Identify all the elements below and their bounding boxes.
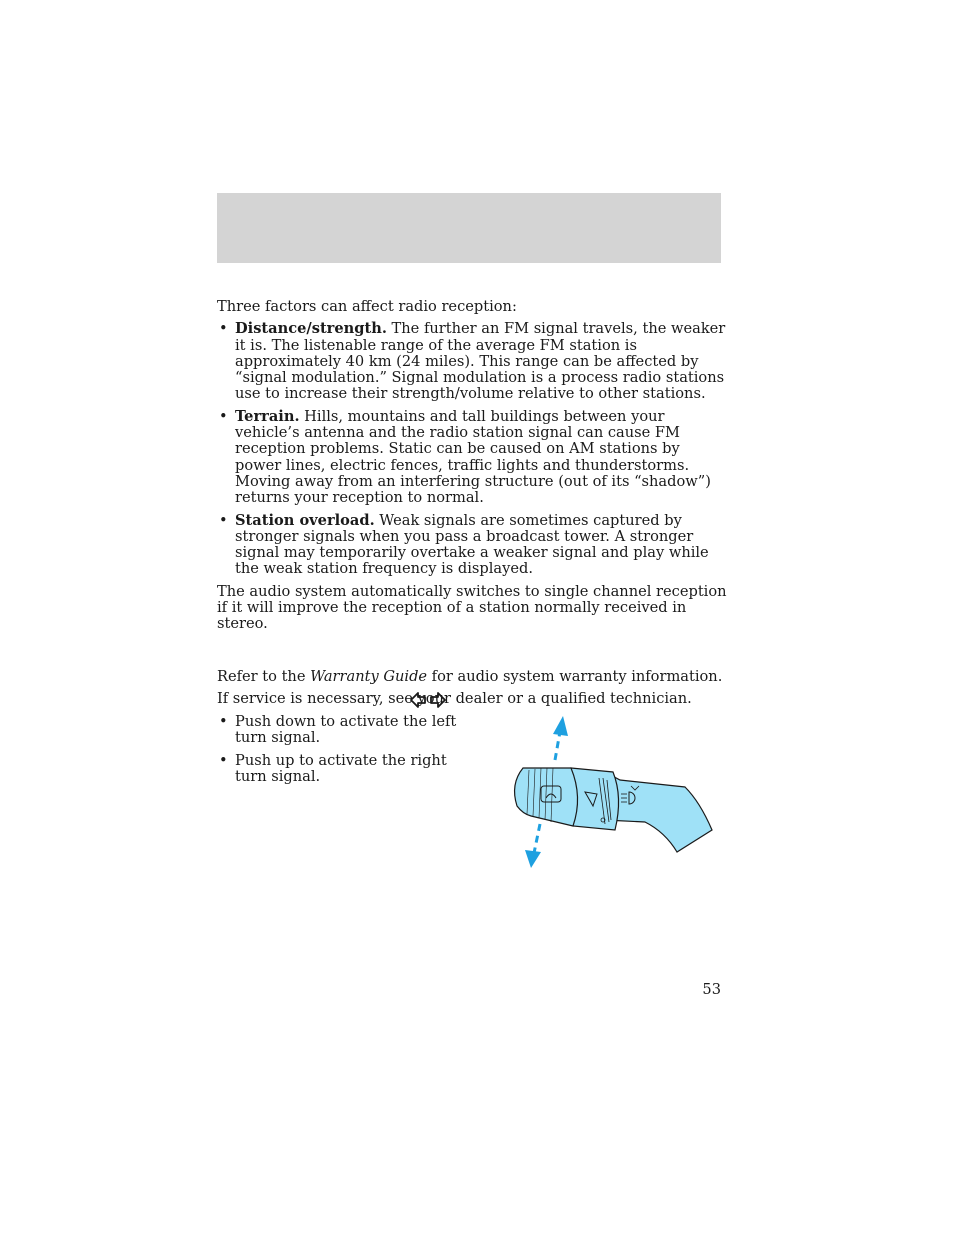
factor-text: The further an FM signal travels, the weaker it is. The listenable range of the average FM station is approximately 40 km (24 miles). This range can be affected by “signal modulation.” Signal modulation is a process radio stations use to increase their strength/volume relative to other stations. [235,320,726,403]
list-item: • Push down to activate the left turn signal. [219,713,457,747]
section-header-band [217,193,721,263]
list-item: • Push up to activate the right turn signal. [219,751,447,785]
warranty-paragraph: Refer to the Warranty Guide for audio system warranty information. [217,667,723,685]
factor-item: • Distance/strength. The further an FM signal travels, the weaker it is. The listenable range of the average FM station is approximately 40 km (24 miles). This range can be affected by “signal modulation.” Signal modulation is a process radio stations use to increase their strength/volume relative to other stations. [219,320,726,403]
factor-term: Terrain. [235,407,300,425]
factor-item: • Station overload. Weak signals are sometimes captured by stronger signals when you pass a broadcast tower. A stronger signal may temporarily overtake a weaker signal and play while the weak station frequency is displayed. [219,511,709,578]
factor-list [217,321,727,577]
factor-term: Distance/strength. [235,320,387,338]
intro-paragraph: Three factors can affect radio reception: [217,298,517,315]
page-number: 53 [702,981,721,998]
main-content [217,299,727,707]
stereo-note: The audio system automatically switches to single channel reception if it will improve the reception of a station normally received in stereo. [217,582,727,633]
turn-signal-instructions [217,714,477,791]
turn-signal-arrows-icon [410,691,446,709]
factor-term: Station overload. [235,511,375,529]
service-note: If service is necessary, see your dealer or a qualified technician. [217,689,692,707]
factor-text: Hills, mountains and tall buildings between your vehicle’s antenna and the radio station signal can cause FM reception problems. Static can be caused on AM stations by power lines, electric fences, traffic lights and thunderstorms. Moving away from an interfering structure (out of its “shadow”) returns your reception to normal. [235,407,711,507]
factor-item: • Terrain. Hills, mountains and tall buildings between your vehicle’s antenna and the radio station signal can cause FM reception problems. Static can be caused on AM stations by power lines, electric fences, traffic lights and thunderstorms. Moving away from an interfering structure (out of its “shadow”) returns your reception to normal. [219,407,711,507]
turn-signal-stalk-illustration [505,712,720,872]
warranty-guide-title: Warranty Guide [310,667,428,685]
factor-text: Weak signals are sometimes captured by stronger signals when you pass a broadcast tower. A stronger signal may temporarily overtake a weaker signal and play while the weak station frequency is displayed. [235,511,709,578]
